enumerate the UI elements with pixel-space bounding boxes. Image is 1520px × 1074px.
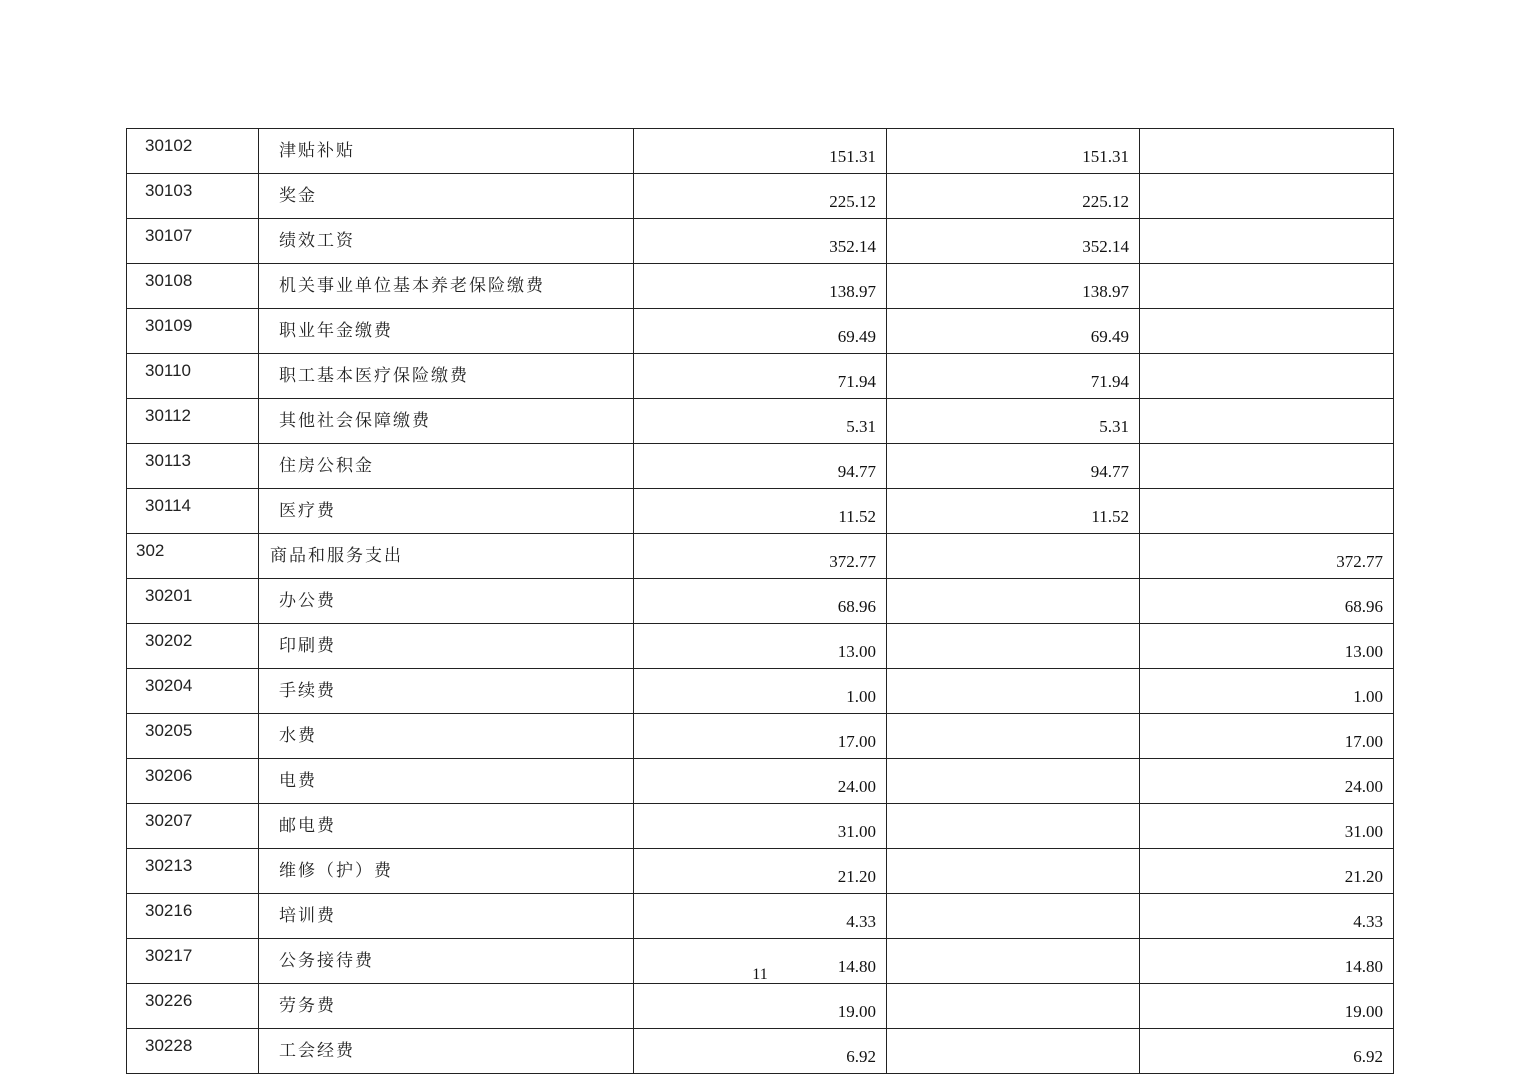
cell-total: 1.00 [634,669,887,714]
cell-code: 30206 [127,759,259,804]
cell-name: 手续费 [259,669,634,714]
cell-basic [887,579,1140,624]
table-row [127,714,1394,759]
cell-name: 商品和服务支出 [259,534,634,579]
cell-name: 水费 [259,714,634,759]
cell-project: 17.00 [1140,714,1394,759]
cell-basic: 11.52 [887,489,1140,534]
cell-project [1140,399,1394,444]
cell-code: 30228 [127,1029,259,1074]
cell-project: 24.00 [1140,759,1394,804]
cell-total: 151.31 [634,129,887,174]
cell-project [1140,264,1394,309]
cell-basic [887,669,1140,714]
cell-name: 维修（护）费 [259,849,634,894]
cell-name: 绩效工资 [259,219,634,264]
cell-code: 30207 [127,804,259,849]
cell-name: 公务接待费 [259,939,634,984]
cell-name: 电费 [259,759,634,804]
cell-total: 71.94 [634,354,887,399]
cell-project: 6.92 [1140,1029,1394,1074]
cell-project [1140,354,1394,399]
table-row [127,894,1394,939]
cell-basic [887,714,1140,759]
cell-project: 14.80 [1140,939,1394,984]
cell-total: 352.14 [634,219,887,264]
cell-total: 14.80 [634,939,887,984]
table-row [127,534,1394,579]
cell-project [1140,174,1394,219]
cell-project: 68.96 [1140,579,1394,624]
cell-code: 30113 [127,444,259,489]
cell-basic [887,759,1140,804]
cell-code: 30103 [127,174,259,219]
cell-total: 17.00 [634,714,887,759]
cell-code: 30201 [127,579,259,624]
cell-name: 印刷费 [259,624,634,669]
budget-table [126,128,1394,1074]
cell-total: 68.96 [634,579,887,624]
cell-basic: 138.97 [887,264,1140,309]
cell-name: 培训费 [259,894,634,939]
cell-code: 30205 [127,714,259,759]
cell-project [1140,129,1394,174]
cell-project: 1.00 [1140,669,1394,714]
cell-basic [887,534,1140,579]
cell-project: 21.20 [1140,849,1394,894]
table-row [127,849,1394,894]
table-row [127,129,1394,174]
cell-total: 4.33 [634,894,887,939]
cell-name: 机关事业单位基本养老保险缴费 [259,264,634,309]
cell-project: 372.77 [1140,534,1394,579]
cell-project [1140,309,1394,354]
cell-name: 津贴补贴 [259,129,634,174]
cell-basic: 352.14 [887,219,1140,264]
cell-name: 医疗费 [259,489,634,534]
cell-code: 30217 [127,939,259,984]
table-row [127,309,1394,354]
cell-code: 30109 [127,309,259,354]
cell-name: 奖金 [259,174,634,219]
cell-name: 工会经费 [259,1029,634,1074]
cell-total: 24.00 [634,759,887,804]
cell-name: 住房公积金 [259,444,634,489]
cell-name: 其他社会保障缴费 [259,399,634,444]
cell-total: 372.77 [634,534,887,579]
cell-project: 13.00 [1140,624,1394,669]
cell-basic [887,624,1140,669]
table-row [127,1029,1394,1074]
cell-project [1140,219,1394,264]
cell-project [1140,489,1394,534]
cell-basic [887,849,1140,894]
cell-code: 30107 [127,219,259,264]
table-row [127,804,1394,849]
cell-code: 30108 [127,264,259,309]
cell-total: 94.77 [634,444,887,489]
cell-basic [887,984,1140,1029]
cell-name: 职工基本医疗保险缴费 [259,354,634,399]
cell-project: 19.00 [1140,984,1394,1029]
cell-code: 30204 [127,669,259,714]
cell-basic: 5.31 [887,399,1140,444]
table-row [127,624,1394,669]
cell-total: 138.97 [634,264,887,309]
cell-total: 6.92 [634,1029,887,1074]
cell-total: 21.20 [634,849,887,894]
cell-code: 30112 [127,399,259,444]
table-row [127,354,1394,399]
cell-basic [887,894,1140,939]
cell-basic: 69.49 [887,309,1140,354]
table-row [127,219,1394,264]
cell-code: 30110 [127,354,259,399]
table-row [127,264,1394,309]
table-row [127,984,1394,1029]
cell-basic [887,804,1140,849]
cell-basic: 94.77 [887,444,1140,489]
cell-total: 19.00 [634,984,887,1029]
cell-basic: 151.31 [887,129,1140,174]
cell-total: 225.12 [634,174,887,219]
cell-basic: 225.12 [887,174,1140,219]
cell-code: 302 [127,534,259,579]
table-row [127,759,1394,804]
table-row [127,579,1394,624]
table-row [127,174,1394,219]
cell-project: 31.00 [1140,804,1394,849]
cell-name: 邮电费 [259,804,634,849]
table-row [127,489,1394,534]
cell-code: 30202 [127,624,259,669]
cell-code: 30102 [127,129,259,174]
cell-code: 30216 [127,894,259,939]
cell-total: 5.31 [634,399,887,444]
cell-basic: 71.94 [887,354,1140,399]
cell-total: 13.00 [634,624,887,669]
cell-name: 职业年金缴费 [259,309,634,354]
cell-total: 11.52 [634,489,887,534]
cell-code: 30114 [127,489,259,534]
table-row [127,399,1394,444]
cell-name: 劳务费 [259,984,634,1029]
table-row [127,444,1394,489]
cell-project [1140,444,1394,489]
cell-basic [887,1029,1140,1074]
page-number: 11 [752,966,768,983]
cell-total: 69.49 [634,309,887,354]
table-row [127,669,1394,714]
cell-code: 30226 [127,984,259,1029]
cell-project: 4.33 [1140,894,1394,939]
table-body [127,129,1394,1074]
cell-total: 31.00 [634,804,887,849]
cell-code: 30213 [127,849,259,894]
cell-name: 办公费 [259,579,634,624]
